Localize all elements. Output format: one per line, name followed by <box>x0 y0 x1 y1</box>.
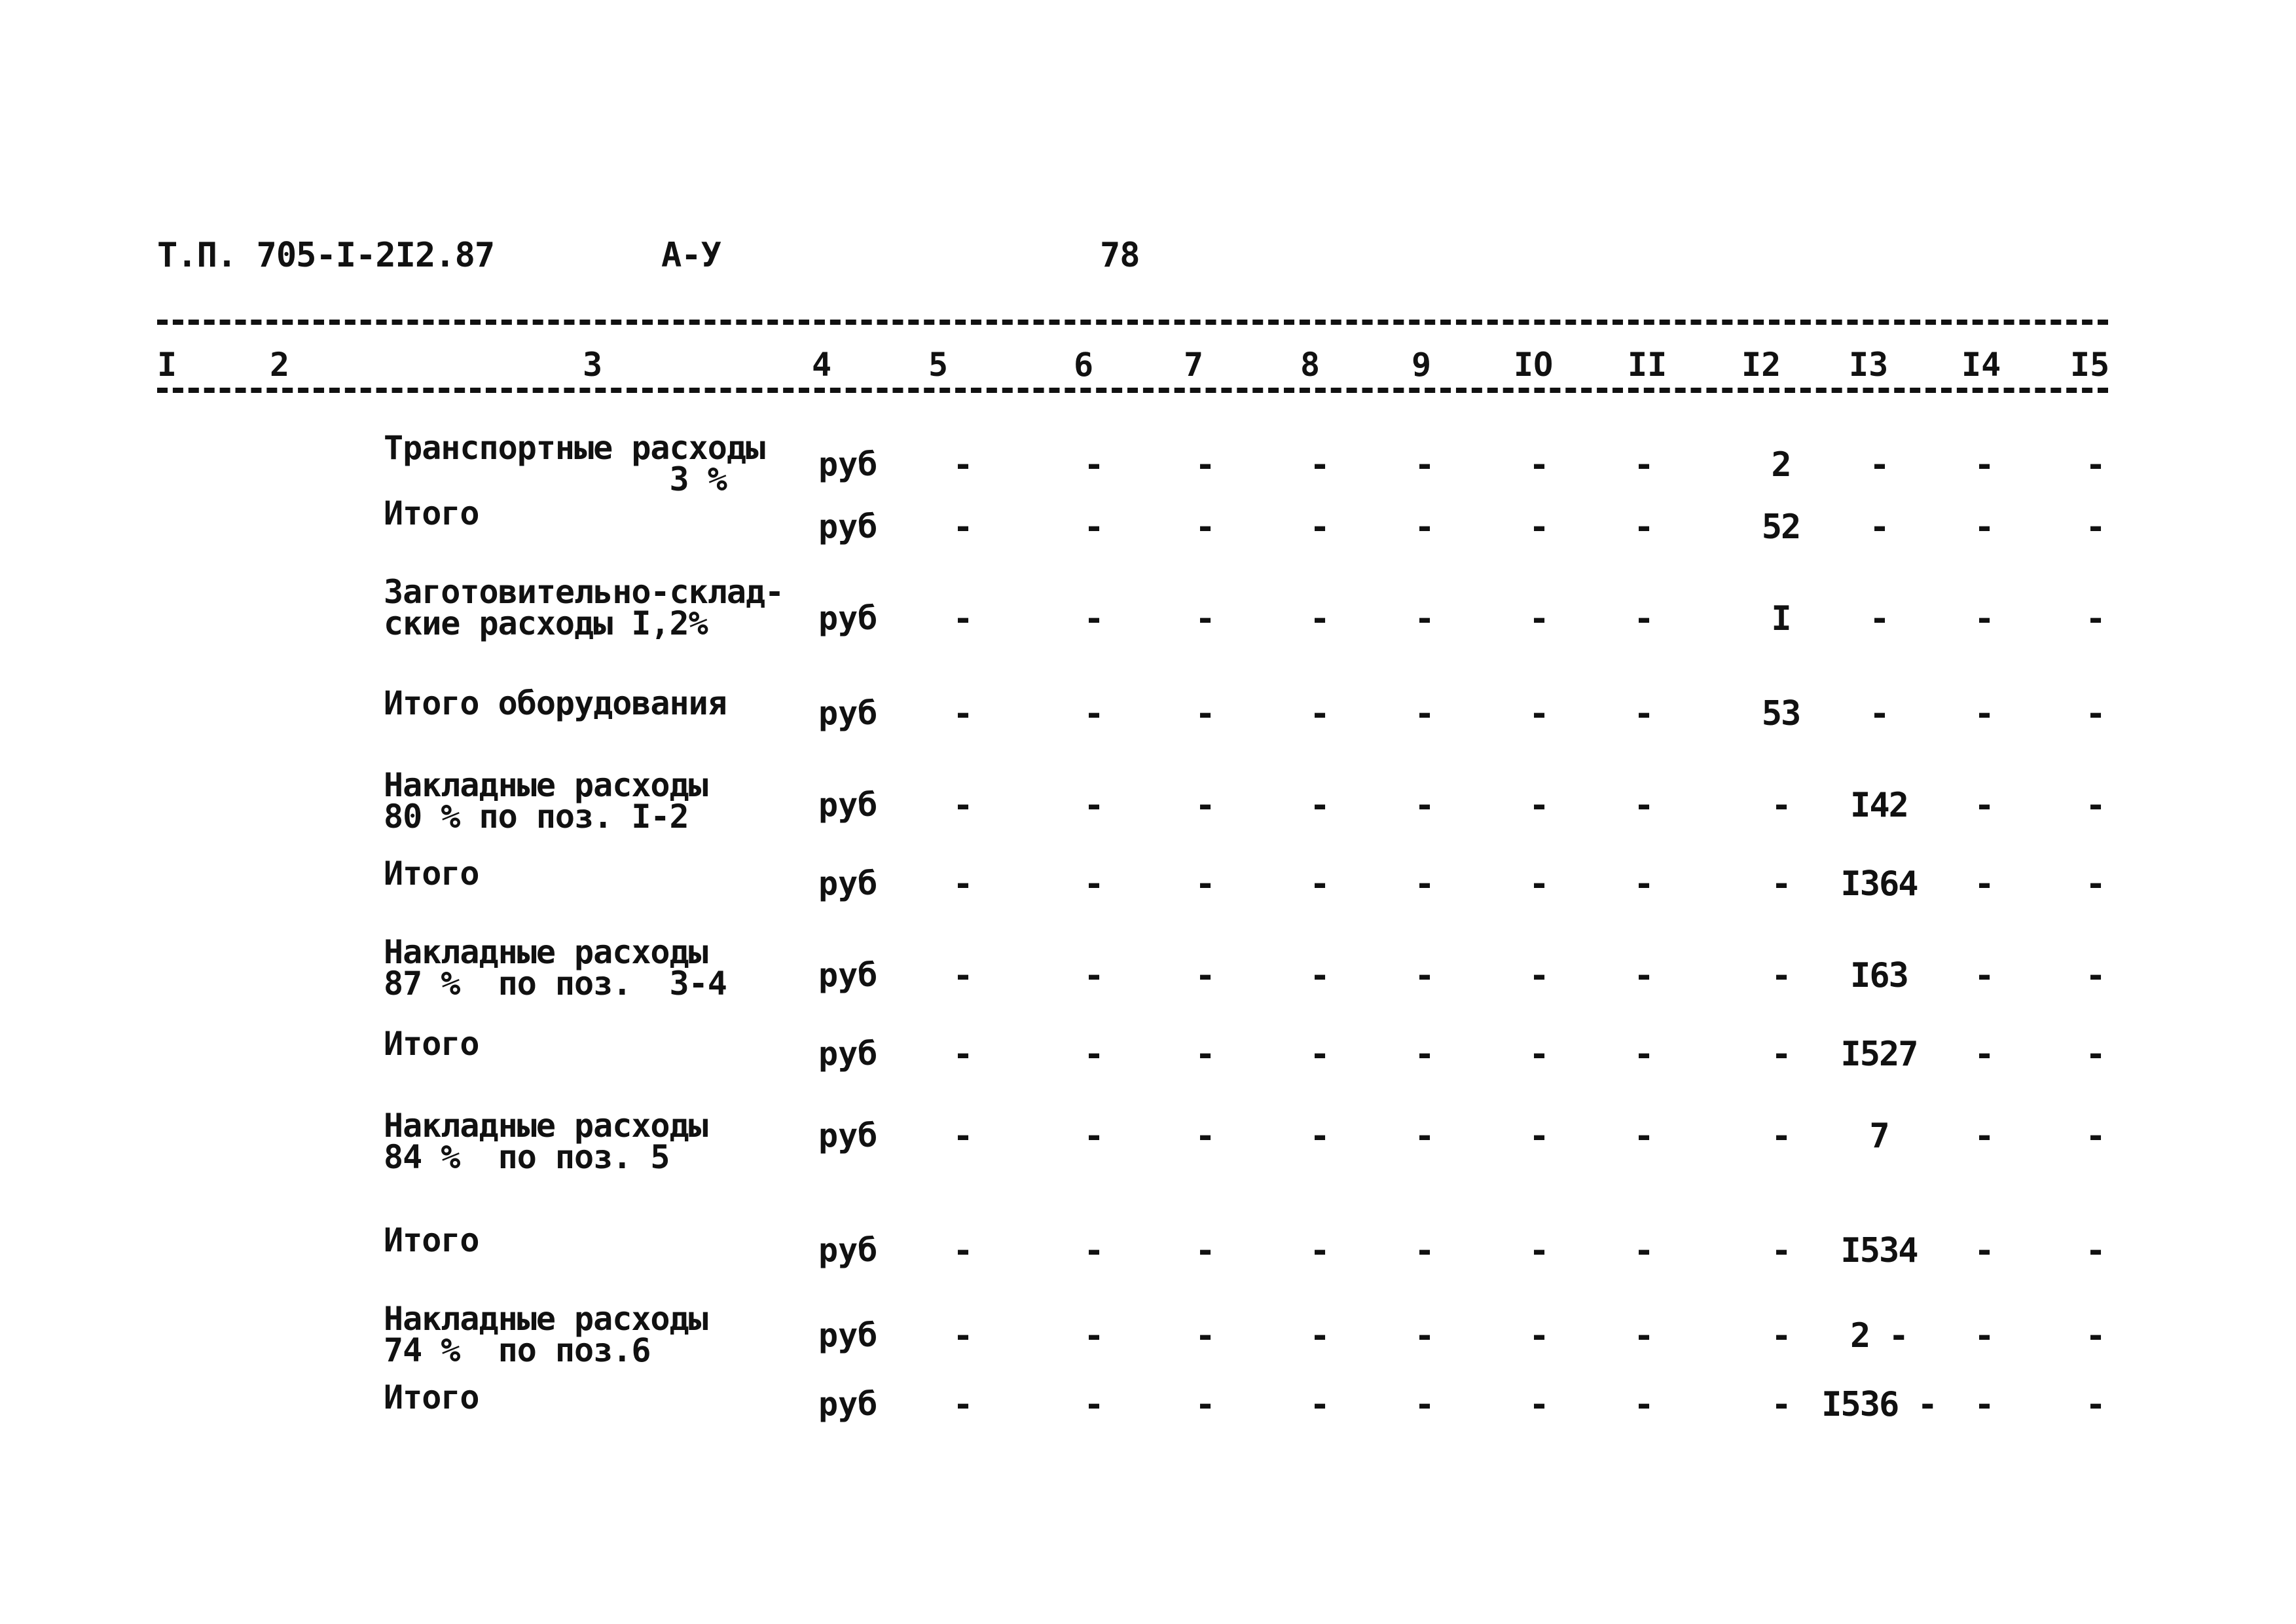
row-value: - <box>1414 1316 1434 1356</box>
row-value: 52 <box>1761 507 1800 547</box>
column-number: IO <box>1514 346 1554 384</box>
row-value: - <box>1633 1116 1653 1156</box>
row-value: - <box>1974 786 1994 825</box>
row-value: - <box>1309 1231 1329 1270</box>
row-value: - <box>1414 1385 1434 1424</box>
row-value: - <box>1529 445 1548 485</box>
row-unit: руб <box>818 864 878 902</box>
row-value: - <box>2085 786 2105 825</box>
row-value: - <box>1414 786 1434 825</box>
row-value: - <box>1414 956 1434 995</box>
page-number: 78 <box>1100 236 1140 275</box>
row-value: - <box>953 694 972 733</box>
row-value: - <box>1529 956 1548 995</box>
row-description: Итого <box>384 494 479 532</box>
column-number: I5 <box>2070 346 2110 384</box>
row-value: - <box>1309 1316 1329 1356</box>
row-value: - <box>1195 1116 1214 1156</box>
row-value: - <box>1974 1385 1994 1424</box>
row-unit: руб <box>818 956 878 994</box>
row-value: 2 <box>1771 445 1791 485</box>
row-value: I536 - <box>1821 1385 1937 1424</box>
top-dashed-rule <box>157 320 2108 325</box>
row-value: I534 <box>1840 1231 1918 1270</box>
row-description: Накладные расходы 84 % по поз. 5 <box>384 1107 708 1176</box>
column-number: 3 <box>583 346 603 384</box>
row-value: - <box>1771 786 1791 825</box>
row-description: Накладные расходы 74 % по поз.6 <box>384 1300 708 1369</box>
row-value: - <box>1529 1231 1548 1270</box>
row-value: - <box>1309 1116 1329 1156</box>
column-number: I <box>157 346 177 384</box>
row-value: - <box>1084 786 1103 825</box>
row-value: - <box>1309 956 1329 995</box>
row-value: - <box>953 786 972 825</box>
row-unit: руб <box>818 694 878 732</box>
row-value: - <box>2085 864 2105 904</box>
row-value: - <box>1309 864 1329 904</box>
row-value: 7 <box>1869 1116 1889 1156</box>
row-value: - <box>1309 507 1329 547</box>
row-unit: руб <box>818 1035 878 1073</box>
row-value: - <box>953 1231 972 1270</box>
row-value: I <box>1771 599 1791 638</box>
row-value: - <box>1414 1116 1434 1156</box>
row-description: Итого <box>384 1221 479 1259</box>
column-number: II <box>1628 346 1667 384</box>
row-value: - <box>2085 1316 2105 1356</box>
row-value: - <box>953 1316 972 1356</box>
row-value: - <box>2085 694 2105 733</box>
row-value: - <box>1974 864 1994 904</box>
row-value: - <box>1195 1316 1214 1356</box>
row-unit: руб <box>818 1385 878 1423</box>
row-value: - <box>1084 1231 1103 1270</box>
row-description: Итого оборудования <box>384 684 727 722</box>
row-value: - <box>1974 694 1994 733</box>
row-value: - <box>953 956 972 995</box>
column-number: 8 <box>1300 346 1321 384</box>
row-value: - <box>1084 507 1103 547</box>
row-value: - <box>1195 786 1214 825</box>
row-value: - <box>1633 1385 1653 1424</box>
row-value: - <box>1309 599 1329 638</box>
row-value: - <box>1633 956 1653 995</box>
row-value: - <box>953 599 972 638</box>
row-value: - <box>1195 694 1214 733</box>
row-value: - <box>1633 599 1653 638</box>
row-value: - <box>1869 445 1889 485</box>
row-unit: руб <box>818 599 878 637</box>
row-value: - <box>1633 445 1653 485</box>
row-value: - <box>1309 1385 1329 1424</box>
row-value: - <box>1974 507 1994 547</box>
row-value: - <box>1084 1385 1103 1424</box>
column-number: 2 <box>270 346 290 384</box>
row-value: I364 <box>1840 864 1918 904</box>
row-value: - <box>1084 956 1103 995</box>
row-value: - <box>1974 445 1994 485</box>
row-value: - <box>1974 1231 1994 1270</box>
row-value: - <box>1869 507 1889 547</box>
row-value: - <box>2085 1035 2105 1074</box>
row-value: - <box>1771 956 1791 995</box>
row-value: - <box>1414 1035 1434 1074</box>
row-value: - <box>953 864 972 904</box>
row-value: - <box>2085 956 2105 995</box>
row-value: - <box>1529 1116 1548 1156</box>
row-value: - <box>1633 1035 1653 1074</box>
row-value: - <box>1195 1385 1214 1424</box>
row-value: - <box>1309 786 1329 825</box>
row-value: - <box>1529 507 1548 547</box>
row-value: - <box>1974 956 1994 995</box>
row-value: - <box>1195 445 1214 485</box>
row-value: 2 - <box>1850 1316 1908 1356</box>
row-value: - <box>1414 1231 1434 1270</box>
row-value: - <box>953 1035 972 1074</box>
row-value: - <box>1869 599 1889 638</box>
document-section: А-У <box>661 236 721 275</box>
row-value: - <box>1414 599 1434 638</box>
row-value: - <box>1084 1116 1103 1156</box>
column-number: 6 <box>1074 346 1094 384</box>
row-value: - <box>1414 864 1434 904</box>
row-value: - <box>953 1116 972 1156</box>
row-value: - <box>1195 1035 1214 1074</box>
row-value: - <box>1771 1116 1791 1156</box>
row-value: - <box>1195 599 1214 638</box>
row-value: - <box>1633 1316 1653 1356</box>
column-number: I3 <box>1849 346 1889 384</box>
row-value: - <box>2085 1116 2105 1156</box>
row-value: - <box>2085 1385 2105 1424</box>
row-value: - <box>1195 507 1214 547</box>
column-number: I4 <box>1961 346 2001 384</box>
row-description: Итого <box>384 1378 479 1416</box>
row-value: - <box>1195 956 1214 995</box>
row-value: - <box>1974 1116 1994 1156</box>
row-unit: руб <box>818 1116 878 1154</box>
row-value: - <box>953 1385 972 1424</box>
row-value: - <box>953 445 972 485</box>
row-value: - <box>1633 786 1653 825</box>
row-value: - <box>1771 1385 1791 1424</box>
row-value: - <box>1771 1316 1791 1356</box>
column-number: I2 <box>1741 346 1781 384</box>
row-unit: руб <box>818 445 878 483</box>
row-value: - <box>953 507 972 547</box>
row-value: - <box>1309 694 1329 733</box>
column-number: 9 <box>1412 346 1432 384</box>
row-value: - <box>2085 599 2105 638</box>
row-value: - <box>1529 786 1548 825</box>
row-value: - <box>1529 1385 1548 1424</box>
row-value: - <box>1309 1035 1329 1074</box>
column-number: 7 <box>1184 346 1204 384</box>
column-number: 4 <box>812 346 832 384</box>
row-value: - <box>1309 445 1329 485</box>
row-value: - <box>1633 864 1653 904</box>
row-value: - <box>1633 507 1653 547</box>
row-unit: руб <box>818 507 878 545</box>
row-value: - <box>1529 599 1548 638</box>
row-value: - <box>1414 445 1434 485</box>
row-value: - <box>1414 507 1434 547</box>
row-value: - <box>1195 1231 1214 1270</box>
row-value: 53 <box>1761 694 1800 733</box>
row-value: - <box>1869 694 1889 733</box>
row-value: - <box>1974 1316 1994 1356</box>
row-value: - <box>1084 445 1103 485</box>
document-code: Т.П. 705-I-2I2.87 <box>157 236 495 275</box>
row-unit: руб <box>818 1231 878 1269</box>
row-value: - <box>1414 694 1434 733</box>
row-value: - <box>1084 864 1103 904</box>
row-value: - <box>1633 694 1653 733</box>
row-value: - <box>1529 694 1548 733</box>
row-description: Итого <box>384 855 479 893</box>
row-value: - <box>1084 1035 1103 1074</box>
row-value: - <box>1084 599 1103 638</box>
row-value: - <box>1084 1316 1103 1356</box>
row-value: - <box>1529 1316 1548 1356</box>
row-value: - <box>1771 1231 1791 1270</box>
row-unit: руб <box>818 786 878 824</box>
row-description: Итого <box>384 1025 479 1063</box>
header-dashed-rule <box>157 388 2108 393</box>
row-value: - <box>1974 1035 1994 1074</box>
row-value: - <box>2085 1231 2105 1270</box>
row-value: - <box>1195 864 1214 904</box>
row-value: - <box>1084 694 1103 733</box>
row-unit: руб <box>818 1316 878 1354</box>
row-description: Накладные расходы 80 % по поз. I-2 <box>384 766 708 836</box>
column-number: 5 <box>928 346 949 384</box>
row-value: - <box>1974 599 1994 638</box>
row-value: - <box>2085 445 2105 485</box>
row-description: Транспортные расходы 3 % <box>384 429 765 498</box>
row-value: - <box>1633 1231 1653 1270</box>
row-value: I63 <box>1850 956 1908 995</box>
row-value: - <box>1771 1035 1791 1074</box>
row-value: - <box>1771 864 1791 904</box>
row-value: - <box>2085 507 2105 547</box>
row-description: Заготовительно-cклад- ские расходы I,2% <box>384 573 784 642</box>
row-value: I527 <box>1840 1035 1918 1074</box>
row-value: - <box>1529 864 1548 904</box>
row-value: - <box>1529 1035 1548 1074</box>
row-value: I42 <box>1850 786 1908 825</box>
row-description: Накладные расходы 87 % по поз. 3-4 <box>384 933 727 1003</box>
